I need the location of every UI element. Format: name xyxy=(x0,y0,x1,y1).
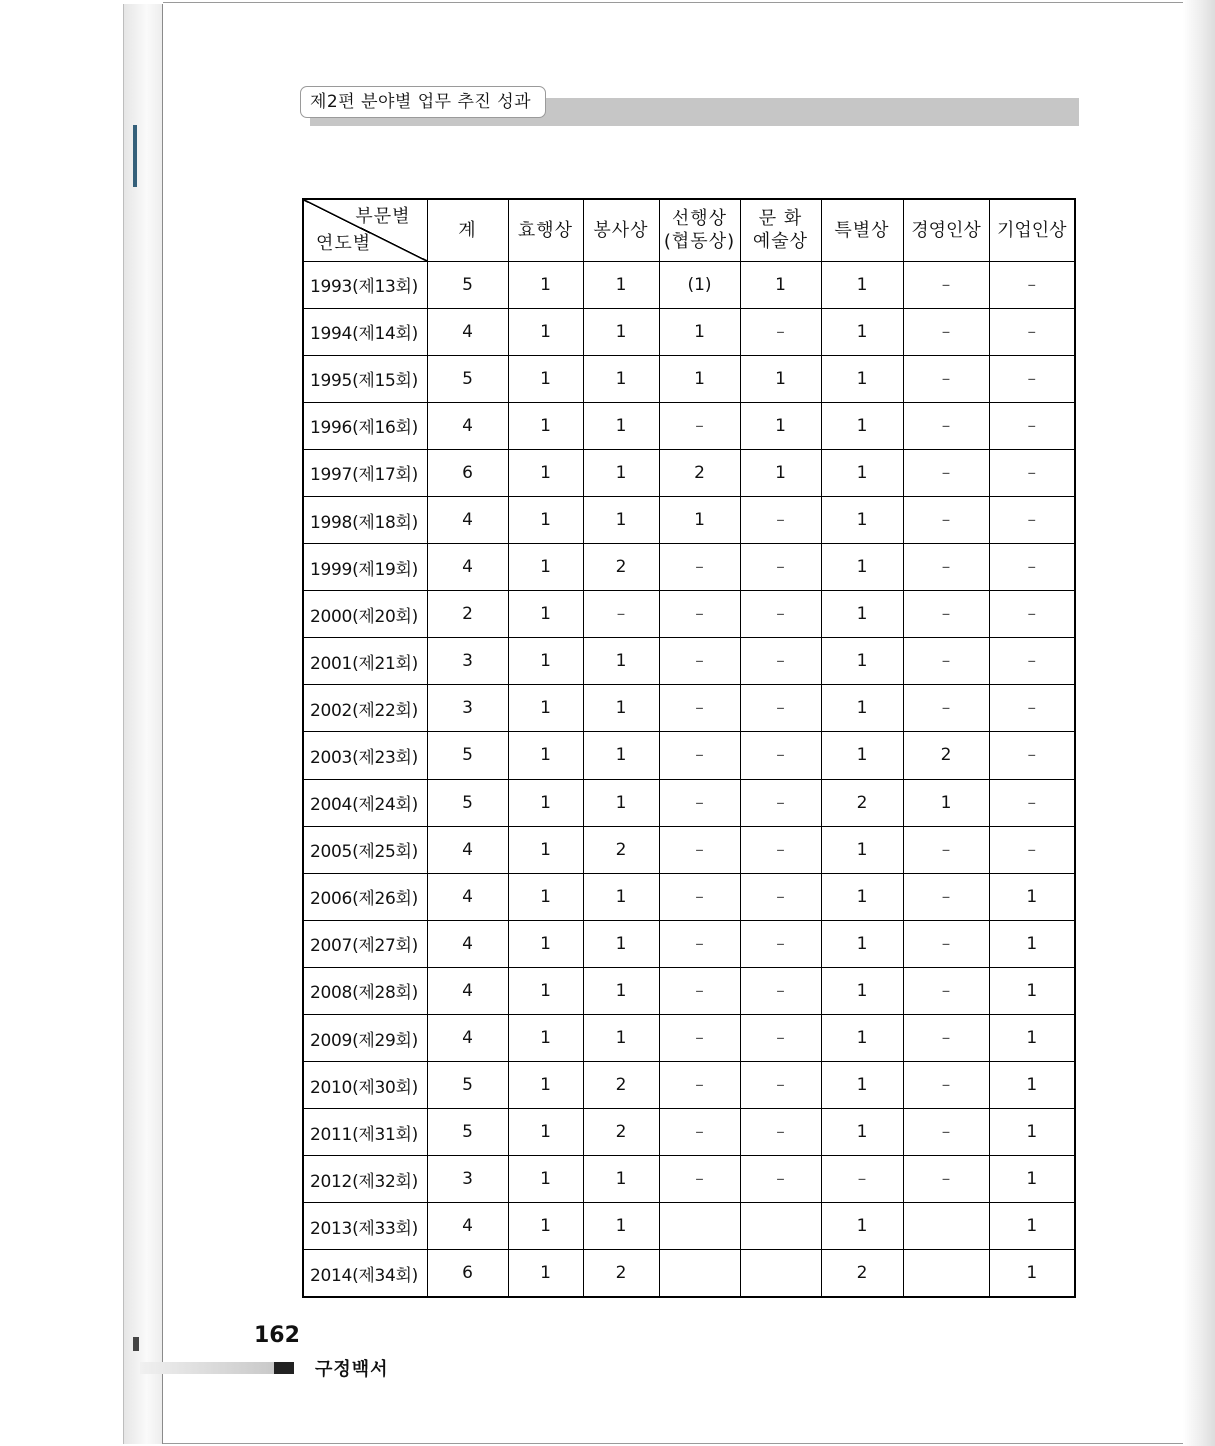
count-cell: 1 xyxy=(583,732,659,779)
year-cell: 1997(제17회) xyxy=(303,449,427,496)
count-cell: 1 xyxy=(989,967,1075,1014)
count-cell: 1 xyxy=(508,449,583,496)
count-cell: 4 xyxy=(427,1015,508,1062)
book-spine xyxy=(123,4,163,1444)
count-cell: – xyxy=(740,496,821,543)
count-cell: 1 xyxy=(821,261,903,308)
count-cell: 1 xyxy=(583,402,659,449)
count-cell xyxy=(659,1250,740,1297)
count-cell: – xyxy=(659,826,740,873)
count-cell: 1 xyxy=(989,1062,1075,1109)
year-cell: 1999(제19회) xyxy=(303,544,427,591)
column-header: 효행상 xyxy=(508,199,583,261)
count-cell: – xyxy=(903,873,989,920)
year-cell: 1995(제15회) xyxy=(303,355,427,402)
count-cell: 1 xyxy=(508,732,583,779)
count-cell: – xyxy=(989,308,1075,355)
count-cell: – xyxy=(903,1062,989,1109)
count-cell: 1 xyxy=(508,1250,583,1297)
year-cell: 2000(제20회) xyxy=(303,591,427,638)
count-cell: 1 xyxy=(583,685,659,732)
count-cell: 1 xyxy=(508,1015,583,1062)
count-cell: 4 xyxy=(427,402,508,449)
count-cell: – xyxy=(989,544,1075,591)
count-cell: – xyxy=(989,732,1075,779)
count-cell: – xyxy=(659,544,740,591)
count-cell: 1 xyxy=(989,1015,1075,1062)
count-cell xyxy=(740,1250,821,1297)
count-cell: 3 xyxy=(427,1156,508,1203)
count-cell: 1 xyxy=(740,355,821,402)
count-cell: 1 xyxy=(659,308,740,355)
count-cell: 1 xyxy=(821,638,903,685)
table-body xyxy=(303,261,1075,1297)
count-cell: 4 xyxy=(427,308,508,355)
year-cell: 2001(제21회) xyxy=(303,638,427,685)
table-row xyxy=(303,1062,1075,1109)
count-cell: 2 xyxy=(821,1250,903,1297)
count-cell: 1 xyxy=(508,685,583,732)
count-cell: 2 xyxy=(659,449,740,496)
count-cell: – xyxy=(740,591,821,638)
count-cell: 1 xyxy=(583,449,659,496)
chapter-header-label: 제2편 분야별 업무 추진 성과 xyxy=(300,86,546,118)
count-cell: 4 xyxy=(427,826,508,873)
count-cell: 1 xyxy=(821,496,903,543)
count-cell: 1 xyxy=(821,591,903,638)
count-cell: – xyxy=(659,920,740,967)
corner-top-label: 부문별 xyxy=(355,206,411,227)
count-cell: – xyxy=(989,826,1075,873)
table-row xyxy=(303,1250,1075,1297)
count-cell: 1 xyxy=(583,1203,659,1250)
count-cell: 1 xyxy=(821,308,903,355)
count-cell: – xyxy=(659,685,740,732)
count-cell: – xyxy=(740,1062,821,1109)
count-cell: 5 xyxy=(427,261,508,308)
count-cell: 6 xyxy=(427,1250,508,1297)
count-cell: – xyxy=(659,967,740,1014)
count-cell: – xyxy=(659,1062,740,1109)
count-cell: 1 xyxy=(821,826,903,873)
count-cell: – xyxy=(903,591,989,638)
count-cell: 1 xyxy=(583,496,659,543)
column-header: 선행상 (협동상) xyxy=(659,199,740,261)
table-header-row xyxy=(303,199,1075,261)
count-cell: – xyxy=(903,449,989,496)
footer-block xyxy=(274,1362,294,1374)
count-cell: – xyxy=(903,308,989,355)
count-cell: 1 xyxy=(989,873,1075,920)
count-cell: – xyxy=(989,638,1075,685)
count-cell: – xyxy=(989,779,1075,826)
count-cell: 1 xyxy=(508,873,583,920)
count-cell: 3 xyxy=(427,638,508,685)
count-cell: – xyxy=(740,1109,821,1156)
count-cell: 1 xyxy=(740,261,821,308)
count-cell: 5 xyxy=(427,1109,508,1156)
count-cell xyxy=(659,1203,740,1250)
page-number: 162 xyxy=(254,1323,300,1348)
count-cell: (1) xyxy=(659,261,740,308)
count-cell: – xyxy=(989,355,1075,402)
award-statistics-table xyxy=(302,198,1076,1298)
year-cell: 2004(제24회) xyxy=(303,779,427,826)
year-cell: 2010(제30회) xyxy=(303,1062,427,1109)
count-cell: 1 xyxy=(740,449,821,496)
corner-bottom-label: 연도별 xyxy=(316,232,372,254)
count-cell: 1 xyxy=(508,591,583,638)
count-cell: 1 xyxy=(821,967,903,1014)
count-cell: – xyxy=(659,1109,740,1156)
year-cell: 2014(제34회) xyxy=(303,1250,427,1297)
count-cell: – xyxy=(989,591,1075,638)
year-cell: 2009(제29회) xyxy=(303,1015,427,1062)
spine-bookmark-strip xyxy=(133,125,137,187)
count-cell: 1 xyxy=(659,496,740,543)
year-cell: 2002(제22회) xyxy=(303,685,427,732)
count-cell: 2 xyxy=(903,732,989,779)
table-row xyxy=(303,638,1075,685)
count-cell: 1 xyxy=(821,920,903,967)
count-cell: – xyxy=(659,779,740,826)
count-cell: 4 xyxy=(427,1203,508,1250)
count-cell: 1 xyxy=(508,920,583,967)
year-cell: 1994(제14회) xyxy=(303,308,427,355)
count-cell: – xyxy=(903,1015,989,1062)
count-cell: 1 xyxy=(583,920,659,967)
count-cell: 1 xyxy=(821,1203,903,1250)
table-row xyxy=(303,779,1075,826)
count-cell: 1 xyxy=(583,261,659,308)
spine-marker xyxy=(133,1337,139,1351)
count-cell: 1 xyxy=(583,779,659,826)
count-cell: – xyxy=(903,638,989,685)
count-cell: – xyxy=(903,920,989,967)
count-cell: – xyxy=(989,449,1075,496)
count-cell: – xyxy=(903,685,989,732)
table-row xyxy=(303,402,1075,449)
count-cell: – xyxy=(903,1156,989,1203)
count-cell: 1 xyxy=(583,355,659,402)
count-cell: – xyxy=(903,826,989,873)
count-cell: 1 xyxy=(659,355,740,402)
count-cell: 4 xyxy=(427,496,508,543)
table-row xyxy=(303,496,1075,543)
table-row xyxy=(303,308,1075,355)
count-cell: – xyxy=(740,685,821,732)
count-cell: 1 xyxy=(508,308,583,355)
table-row xyxy=(303,967,1075,1014)
count-cell: – xyxy=(740,873,821,920)
table-row xyxy=(303,355,1075,402)
year-cell: 2013(제33회) xyxy=(303,1203,427,1250)
book-title: 구정백서 xyxy=(315,1359,389,1380)
count-cell: 1 xyxy=(583,873,659,920)
count-cell: 1 xyxy=(989,1109,1075,1156)
count-cell: – xyxy=(903,1109,989,1156)
year-cell: 2011(제31회) xyxy=(303,1109,427,1156)
count-cell: – xyxy=(740,308,821,355)
table-row xyxy=(303,1203,1075,1250)
column-header: 특별상 xyxy=(821,199,903,261)
count-cell: – xyxy=(740,1156,821,1203)
count-cell: – xyxy=(821,1156,903,1203)
corner-header-cell xyxy=(303,199,427,261)
count-cell: 2 xyxy=(583,1250,659,1297)
count-cell: 1 xyxy=(508,967,583,1014)
count-cell xyxy=(903,1250,989,1297)
count-cell: 3 xyxy=(427,685,508,732)
count-cell: – xyxy=(903,261,989,308)
count-cell: 4 xyxy=(427,544,508,591)
count-cell: 5 xyxy=(427,1062,508,1109)
table-row xyxy=(303,1109,1075,1156)
count-cell: 1 xyxy=(508,544,583,591)
count-cell xyxy=(903,1203,989,1250)
count-cell: 1 xyxy=(508,1109,583,1156)
year-cell: 2008(제28회) xyxy=(303,967,427,1014)
count-cell: – xyxy=(659,1015,740,1062)
table-row xyxy=(303,449,1075,496)
count-cell: 2 xyxy=(583,826,659,873)
count-cell: – xyxy=(583,591,659,638)
year-cell: 2005(제25회) xyxy=(303,826,427,873)
year-cell: 1998(제18회) xyxy=(303,496,427,543)
table-row xyxy=(303,1015,1075,1062)
count-cell: – xyxy=(659,638,740,685)
count-cell: – xyxy=(659,591,740,638)
count-cell: 1 xyxy=(508,779,583,826)
count-cell: 1 xyxy=(821,732,903,779)
count-cell: 1 xyxy=(821,544,903,591)
count-cell: 6 xyxy=(427,449,508,496)
table-row xyxy=(303,544,1075,591)
count-cell: 5 xyxy=(427,779,508,826)
count-cell: – xyxy=(903,402,989,449)
table-row xyxy=(303,732,1075,779)
count-cell: 2 xyxy=(427,591,508,638)
count-cell: 4 xyxy=(427,920,508,967)
count-cell: 1 xyxy=(508,496,583,543)
count-cell: – xyxy=(740,732,821,779)
table-row xyxy=(303,685,1075,732)
count-cell: 1 xyxy=(989,1250,1075,1297)
count-cell: 1 xyxy=(821,355,903,402)
count-cell: – xyxy=(740,967,821,1014)
count-cell: – xyxy=(903,967,989,1014)
count-cell: – xyxy=(989,261,1075,308)
table-row xyxy=(303,261,1075,308)
year-cell: 2003(제23회) xyxy=(303,732,427,779)
count-cell: 1 xyxy=(989,920,1075,967)
table-row xyxy=(303,920,1075,967)
count-cell: 1 xyxy=(508,1156,583,1203)
count-cell: – xyxy=(903,355,989,402)
count-cell: 5 xyxy=(427,732,508,779)
count-cell: – xyxy=(989,496,1075,543)
count-cell: 2 xyxy=(821,779,903,826)
page-top-edge xyxy=(163,2,1215,3)
column-header: 기업인상 xyxy=(989,199,1075,261)
count-cell: 1 xyxy=(821,1109,903,1156)
count-cell: – xyxy=(740,826,821,873)
count-cell: 1 xyxy=(989,1203,1075,1250)
count-cell xyxy=(740,1203,821,1250)
count-cell: – xyxy=(989,685,1075,732)
table-row xyxy=(303,826,1075,873)
table-row xyxy=(303,591,1075,638)
count-cell: 1 xyxy=(583,1156,659,1203)
year-cell: 1993(제13회) xyxy=(303,261,427,308)
count-cell: 1 xyxy=(583,1015,659,1062)
count-cell: 1 xyxy=(508,355,583,402)
count-cell: – xyxy=(740,544,821,591)
count-cell: 1 xyxy=(508,826,583,873)
page-bottom-edge xyxy=(163,1443,1215,1444)
count-cell: 1 xyxy=(821,1062,903,1109)
page-right-shadow xyxy=(1183,0,1215,1446)
count-cell: – xyxy=(903,496,989,543)
count-cell: 1 xyxy=(508,638,583,685)
count-cell: 2 xyxy=(583,1109,659,1156)
count-cell: – xyxy=(740,779,821,826)
count-cell: 1 xyxy=(821,685,903,732)
count-cell: 2 xyxy=(583,1062,659,1109)
count-cell: – xyxy=(989,402,1075,449)
count-cell: – xyxy=(740,638,821,685)
count-cell: – xyxy=(740,1015,821,1062)
count-cell: 4 xyxy=(427,967,508,1014)
count-cell: 1 xyxy=(508,1062,583,1109)
count-cell: 2 xyxy=(583,544,659,591)
count-cell: – xyxy=(659,873,740,920)
year-cell: 2012(제32회) xyxy=(303,1156,427,1203)
table-row xyxy=(303,1156,1075,1203)
count-cell: – xyxy=(659,402,740,449)
year-cell: 1996(제16회) xyxy=(303,402,427,449)
count-cell: – xyxy=(740,920,821,967)
count-cell: – xyxy=(903,544,989,591)
count-cell: 1 xyxy=(508,402,583,449)
year-cell: 2007(제27회) xyxy=(303,920,427,967)
count-cell: 1 xyxy=(821,449,903,496)
year-cell: 2006(제26회) xyxy=(303,873,427,920)
count-cell: 1 xyxy=(508,1203,583,1250)
count-cell: 1 xyxy=(740,402,821,449)
count-cell: – xyxy=(659,732,740,779)
count-cell: 4 xyxy=(427,873,508,920)
count-cell: 1 xyxy=(821,402,903,449)
count-cell: 1 xyxy=(821,1015,903,1062)
count-cell: 1 xyxy=(989,1156,1075,1203)
table-row xyxy=(303,873,1075,920)
column-header: 경영인상 xyxy=(903,199,989,261)
count-cell: 1 xyxy=(583,308,659,355)
count-cell: 1 xyxy=(821,873,903,920)
count-cell: – xyxy=(659,1156,740,1203)
column-header: 문 화 예술상 xyxy=(740,199,821,261)
count-cell: 1 xyxy=(903,779,989,826)
count-cell: 1 xyxy=(583,638,659,685)
column-header: 계 xyxy=(427,199,508,261)
footer-gradient-bar xyxy=(140,1362,274,1374)
column-header: 봉사상 xyxy=(583,199,659,261)
count-cell: 1 xyxy=(508,261,583,308)
count-cell: 5 xyxy=(427,355,508,402)
count-cell: 1 xyxy=(583,967,659,1014)
